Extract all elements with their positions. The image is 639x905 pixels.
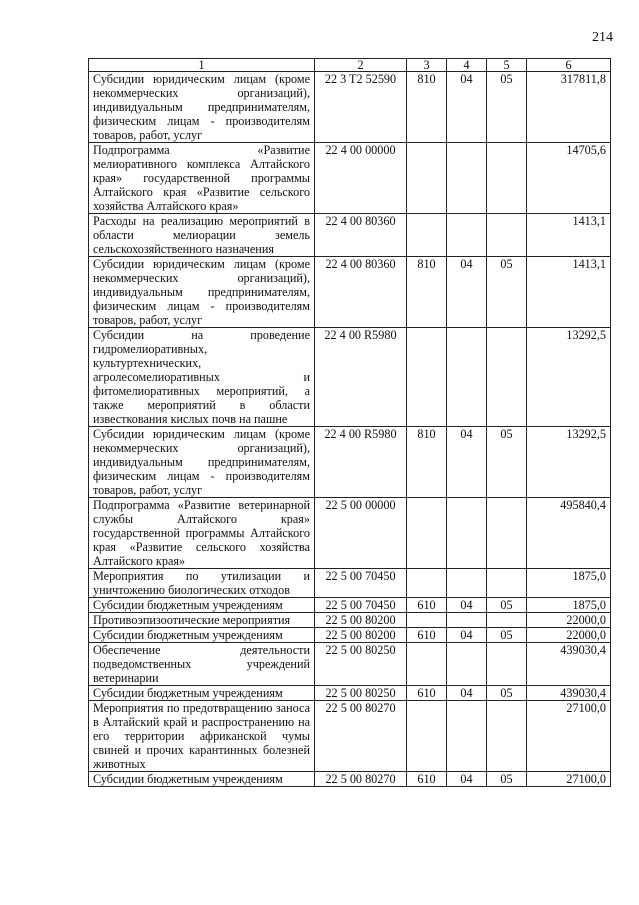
row-col3-cell bbox=[407, 143, 447, 214]
row-col4-cell: 04 bbox=[447, 72, 487, 143]
row-name-cell: Подпрограмма «Развитие ветеринарной службы Алтайского края» государственной программы Алтайского края «Развитие сельского хозяйства Алтайского края» bbox=[89, 498, 315, 569]
table-row bbox=[89, 214, 611, 257]
row-col3-cell bbox=[407, 498, 447, 569]
row-col4-cell bbox=[447, 214, 487, 257]
row-col3-cell bbox=[407, 701, 447, 772]
row-amount-cell: 1875,0 bbox=[527, 569, 611, 598]
row-col3-cell bbox=[407, 569, 447, 598]
row-col4-cell bbox=[447, 613, 487, 628]
row-amount-cell: 13292,5 bbox=[527, 427, 611, 498]
table-row bbox=[89, 72, 611, 143]
row-code-cell: 22 5 00 80250 bbox=[315, 643, 407, 686]
row-col3-cell bbox=[407, 613, 447, 628]
row-col3-cell: 610 bbox=[407, 686, 447, 701]
table-body bbox=[89, 72, 611, 787]
row-col3-cell bbox=[407, 643, 447, 686]
row-col4-cell: 04 bbox=[447, 686, 487, 701]
budget-table bbox=[88, 58, 611, 787]
table-row bbox=[89, 686, 611, 701]
row-col5-cell bbox=[487, 143, 527, 214]
row-code-cell: 22 5 00 80200 bbox=[315, 613, 407, 628]
row-amount-cell: 439030,4 bbox=[527, 643, 611, 686]
table-row bbox=[89, 427, 611, 498]
row-col3-cell: 810 bbox=[407, 72, 447, 143]
row-amount-cell: 495840,4 bbox=[527, 498, 611, 569]
row-col5-cell: 05 bbox=[487, 72, 527, 143]
row-name-cell: Субсидии бюджетным учреждениям bbox=[89, 686, 315, 701]
row-col3-cell: 610 bbox=[407, 598, 447, 613]
row-code-cell: 22 5 00 80270 bbox=[315, 772, 407, 787]
row-name-cell: Субсидии юридическим лицам (кроме некоммерческих организаций), индивидуальным предпринимателям, физическим лицам - производителям товаров, работ, услуг bbox=[89, 427, 315, 498]
table-row bbox=[89, 772, 611, 787]
row-code-cell: 22 5 00 00000 bbox=[315, 498, 407, 569]
row-amount-cell: 27100,0 bbox=[527, 772, 611, 787]
row-col5-cell: 05 bbox=[487, 598, 527, 613]
row-code-cell: 22 5 00 80270 bbox=[315, 701, 407, 772]
row-col4-cell: 04 bbox=[447, 257, 487, 328]
page-number: 214 bbox=[592, 30, 613, 45]
row-name-cell: Мероприятия по предотвращению заноса в Алтайский край и распространению на его территории африканской чумы свиней и прочих карантинных болезней животных bbox=[89, 701, 315, 772]
row-col4-cell bbox=[447, 498, 487, 569]
row-code-cell: 22 5 00 70450 bbox=[315, 598, 407, 613]
table-row bbox=[89, 628, 611, 643]
row-col5-cell: 05 bbox=[487, 257, 527, 328]
row-col5-cell: 05 bbox=[487, 772, 527, 787]
row-col5-cell: 05 bbox=[487, 686, 527, 701]
column-header-2: 2 bbox=[315, 59, 407, 72]
row-col4-cell: 04 bbox=[447, 598, 487, 613]
row-col5-cell bbox=[487, 701, 527, 772]
row-col4-cell bbox=[447, 143, 487, 214]
row-amount-cell: 1413,1 bbox=[527, 214, 611, 257]
row-col4-cell bbox=[447, 569, 487, 598]
row-name-cell: Субсидии бюджетным учреждениям bbox=[89, 628, 315, 643]
row-name-cell: Субсидии бюджетным учреждениям bbox=[89, 772, 315, 787]
table-row bbox=[89, 569, 611, 598]
table-row bbox=[89, 328, 611, 427]
row-col5-cell: 05 bbox=[487, 628, 527, 643]
table-row bbox=[89, 643, 611, 686]
row-amount-cell: 317811,8 bbox=[527, 72, 611, 143]
row-col4-cell bbox=[447, 643, 487, 686]
column-header-6: 6 bbox=[527, 59, 611, 72]
row-code-cell: 22 4 00 80360 bbox=[315, 214, 407, 257]
row-col4-cell: 04 bbox=[447, 772, 487, 787]
table-row bbox=[89, 701, 611, 772]
row-col4-cell: 04 bbox=[447, 628, 487, 643]
row-amount-cell: 22000,0 bbox=[527, 628, 611, 643]
row-code-cell: 22 5 00 80250 bbox=[315, 686, 407, 701]
row-col4-cell bbox=[447, 701, 487, 772]
row-col3-cell bbox=[407, 214, 447, 257]
table-row bbox=[89, 143, 611, 214]
row-amount-cell: 439030,4 bbox=[527, 686, 611, 701]
row-col3-cell: 610 bbox=[407, 772, 447, 787]
row-name-cell: Подпрограмма «Развитие мелиоративного комплекса Алтайского края» государственной программы Алтайского края «Развитие сельского хозяйства Алтайского края» bbox=[89, 143, 315, 214]
row-name-cell: Субсидии бюджетным учреждениям bbox=[89, 598, 315, 613]
row-code-cell: 22 3 T2 52590 bbox=[315, 72, 407, 143]
row-col5-cell bbox=[487, 214, 527, 257]
row-amount-cell: 14705,6 bbox=[527, 143, 611, 214]
column-header-1: 1 bbox=[89, 59, 315, 72]
table-row bbox=[89, 598, 611, 613]
row-col4-cell: 04 bbox=[447, 427, 487, 498]
row-col5-cell bbox=[487, 569, 527, 598]
column-header-3: 3 bbox=[407, 59, 447, 72]
row-col3-cell: 810 bbox=[407, 427, 447, 498]
row-code-cell: 22 5 00 70450 bbox=[315, 569, 407, 598]
row-code-cell: 22 5 00 80200 bbox=[315, 628, 407, 643]
row-name-cell: Мероприятия по утилизации и уничтожению биологических отходов bbox=[89, 569, 315, 598]
row-col5-cell bbox=[487, 613, 527, 628]
row-amount-cell: 13292,5 bbox=[527, 328, 611, 427]
row-col5-cell bbox=[487, 498, 527, 569]
row-name-cell: Субсидии юридическим лицам (кроме некоммерческих организаций), индивидуальным предпринимателям, физическим лицам - производителям товаров, работ, услуг bbox=[89, 72, 315, 143]
row-name-cell: Обеспечение деятельности подведомственных учреждений ветеринарии bbox=[89, 643, 315, 686]
row-name-cell: Противоэпизоотические мероприятия bbox=[89, 613, 315, 628]
row-col3-cell: 610 bbox=[407, 628, 447, 643]
column-header-4: 4 bbox=[447, 59, 487, 72]
table-row bbox=[89, 257, 611, 328]
row-name-cell: Субсидии на проведение гидромелиоративных, культуртехнических, агролесомелиоративных и фитомелиоративных мероприятий, а также мероприятий в области известкования кислых почв на пашне bbox=[89, 328, 315, 427]
table-header-row bbox=[89, 59, 611, 72]
row-code-cell: 22 4 00 R5980 bbox=[315, 427, 407, 498]
row-col3-cell bbox=[407, 328, 447, 427]
row-amount-cell: 22000,0 bbox=[527, 613, 611, 628]
row-col3-cell: 810 bbox=[407, 257, 447, 328]
row-code-cell: 22 4 00 80360 bbox=[315, 257, 407, 328]
row-col5-cell bbox=[487, 328, 527, 427]
row-code-cell: 22 4 00 R5980 bbox=[315, 328, 407, 427]
row-code-cell: 22 4 00 00000 bbox=[315, 143, 407, 214]
row-col4-cell bbox=[447, 328, 487, 427]
row-amount-cell: 27100,0 bbox=[527, 701, 611, 772]
table-row bbox=[89, 613, 611, 628]
column-header-5: 5 bbox=[487, 59, 527, 72]
row-amount-cell: 1413,1 bbox=[527, 257, 611, 328]
row-amount-cell: 1875,0 bbox=[527, 598, 611, 613]
row-name-cell: Расходы на реализацию мероприятий в области мелиорации земель сельскохозяйственного назначения bbox=[89, 214, 315, 257]
table-row bbox=[89, 498, 611, 569]
row-col5-cell bbox=[487, 643, 527, 686]
row-col5-cell: 05 bbox=[487, 427, 527, 498]
row-name-cell: Субсидии юридическим лицам (кроме некоммерческих организаций), индивидуальным предпринимателям, физическим лицам - производителям товаров, работ, услуг bbox=[89, 257, 315, 328]
